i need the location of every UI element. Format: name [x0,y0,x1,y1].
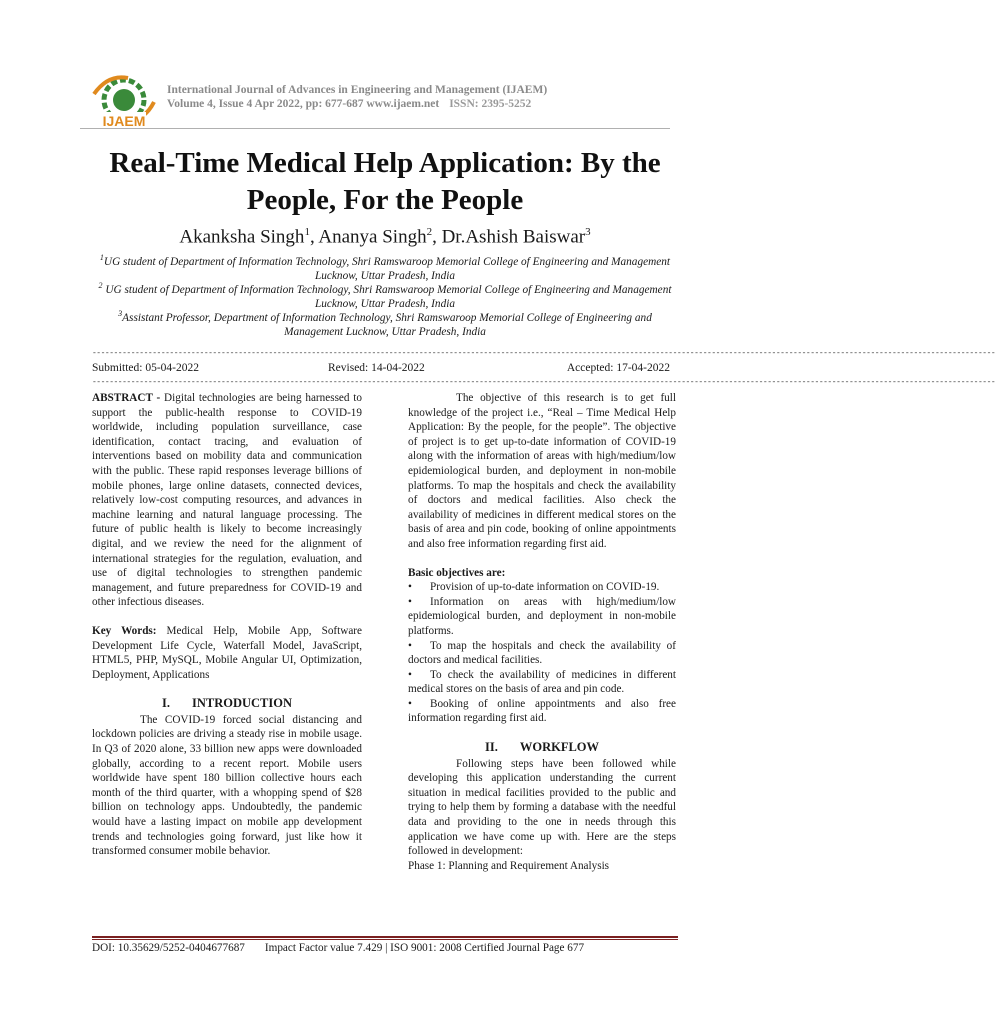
author-name: Akanksha Singh [179,226,305,248]
page-footer [92,942,682,954]
affiliation-text: UG student of Department of Information Technology, Shri Ramswaroop Memorial College of Engineering and Management Lucknow, Uttar Pradesh, India [103,255,671,282]
objective-text: Booking of online appointments and also free information regarding first aid. [408,697,676,725]
abstract-text: Digital technologies are being harnessed to support the public-health response to COVID-19 worldwide, including population surveillance, case identification, contact tracing, and evaluation of interventions based on mobility data and communication with the public. These rapid responses leverage billions of mobile phones, large online datasets, connected devices, relatively low-cost computing resources, and advances in machine learning and natural language processing. The future of public health is likely to become increasingly digital, and we review the need for the alignment of international strategies for the regulation, evaluation, and use of digital technologies to strengthen pandemic management, and future preparedness for COVID-19 and other infectious diseases. [92,392,362,609]
right-column [408,391,676,873]
author-list: Akanksha Singh$^1$, Ananya Singh$^2$, Dr.Ashish Baiswar$^3$ [179,226,591,248]
svg-text:IJAEM: IJAEM [102,113,146,129]
affiliation-sup: 2 [98,281,103,290]
footer-impact: Impact Factor value 7.429 | ISO 9001: 2008 Certified Journal Page 677 [264,942,585,954]
workflow-text: Following steps have been followed while developing this application understanding the current situation in medical facilities provided to the public and trying to help them by forming a database with the needful data and providing to the one in needs through this application we have come up with. Here are the steps followed in development: [408,757,676,858]
bullet-icon: • [408,581,412,594]
affiliation-text: UG student of Department of Information Technology, Shri Ramswaroop Memorial College of Engineering and Management Lucknow, Uttar Pradesh, India [102,283,672,310]
journal-name: International Journal of Advances in Engineering and Management (IJAEM) [167,84,548,96]
introduction-text: The COVID-19 forced social distancing and lockdown policies are driving a steady rise in mobile usage. In Q3 of 2020 alone, 33 billion new apps were downloaded globally, according to a recent report. Mobile users worldwide have spent 180 billion collective hours each month of the third quarter, with a whopping spend of $28 billion on technology apps. Undoubtedly, the pandemic would have a lasting impact on mobile app development trends and technologies going forward, just like how it transformed consumer mobile behavior. [92,713,362,858]
section-number: II. [484,740,498,755]
section-number: I. [161,696,170,711]
affiliation [90,279,680,311]
author-sup: 3 [585,226,591,238]
affiliation-text: Assistant Professor, Department of Information Technology, Shri Ramswaroop Memorial College of Engineering and Management Lucknow, Uttar Pradesh, India [122,311,652,338]
revised-date: Revised: 14-04-2022 [328,362,425,374]
affiliation-sup: 1 [99,253,104,262]
bullet-icon: • [408,595,412,608]
objective-text: Provision of up-to-date information on COVID-19. [430,581,660,594]
section-title: INTRODUCTION [191,696,292,711]
objective-item [408,639,676,668]
abstract [92,391,362,610]
objective-paragraph: The objective of this research is to get full knowledge of the project i.e., “Real – Time Medical Help Application: By the people, for the people”. The objective of project is to get up-to-date information of COVID-19 along with the information of areas with high/medium/low epidemiological burden, and deployment in non-mobile platforms. To map the hospitals and check the availability of doctors and medical facilities. Also check the availability of medicines in different medical stores on the basis of area and pin code, booking of online appointments and also free information regarding first aid. [408,392,676,550]
dashed-divider: ------------------------------------------------------------------------------------------------------------------------------------------------------------------------------------------------------------------ [92,378,995,387]
author-sup: 1 [304,226,310,238]
submitted-date: Submitted: 05-04-2022 [92,362,200,374]
footer-divider [92,939,678,940]
basic-objectives-heading: Basic objectives are: [408,566,506,579]
objective-text: To check the availability of medicines in different medical stores on the basis of area and pin code. [408,668,676,696]
objective-item [408,580,676,595]
issn: ISSN: 2395-5252 [449,98,532,110]
abstract-label: ABSTRACT - [92,392,161,404]
affiliation-sup: 3 [118,309,123,318]
bullet-icon: • [408,697,412,710]
objective-text: Information on areas with high/medium/low epidemiological burden, and deployment in non-mobile platforms. [408,595,676,637]
header-divider [80,128,670,129]
workflow-phase: Phase 1: Planning and Requirement Analysis [408,859,610,872]
affiliation [90,307,680,339]
issue-text: Volume 4, Issue 4 Apr 2022, pp: 677-687 www.ijaem.net [167,98,440,110]
keywords-label: Key Words: [92,624,157,637]
footer-doi: DOI: 10.35629/5252-0404677687 [92,942,245,954]
author-name: Dr.Ashish Baiswar [441,226,586,248]
bullet-icon: • [408,639,412,652]
accepted-date: Accepted: 17-04-2022 [566,362,670,374]
objective-item [408,697,676,726]
bullet-icon: • [408,668,412,681]
objective-item [408,668,676,697]
footer-divider [92,936,678,938]
objective-text: To map the hospitals and check the availability of doctors and medical facilities. [408,639,676,667]
author-name: Ananya Singh [318,226,427,248]
objective-item [408,595,676,639]
paper-title: Real-Time Medical Help Application: By the People, For the People [109,147,661,216]
keywords [92,624,362,682]
affiliation [90,251,680,283]
journal-logo [88,72,160,130]
section-title: WORKFLOW [519,740,600,755]
section-heading-introduction [92,696,362,711]
left-column [92,391,362,859]
keywords-text: Medical Help, Mobile App, Software Development Life Cycle, Waterfall Model, JavaScript, HTML5, PHP, MySQL, Mobile Angular UI, Optimization, Deployment, Applications [92,624,362,681]
dashed-divider: ------------------------------------------------------------------------------------------------------------------------------------------------------------------------------------------------------------------ [92,349,995,358]
journal-issue-line [167,98,531,110]
author-sup: 2 [426,226,433,238]
section-heading-workflow [408,740,676,755]
